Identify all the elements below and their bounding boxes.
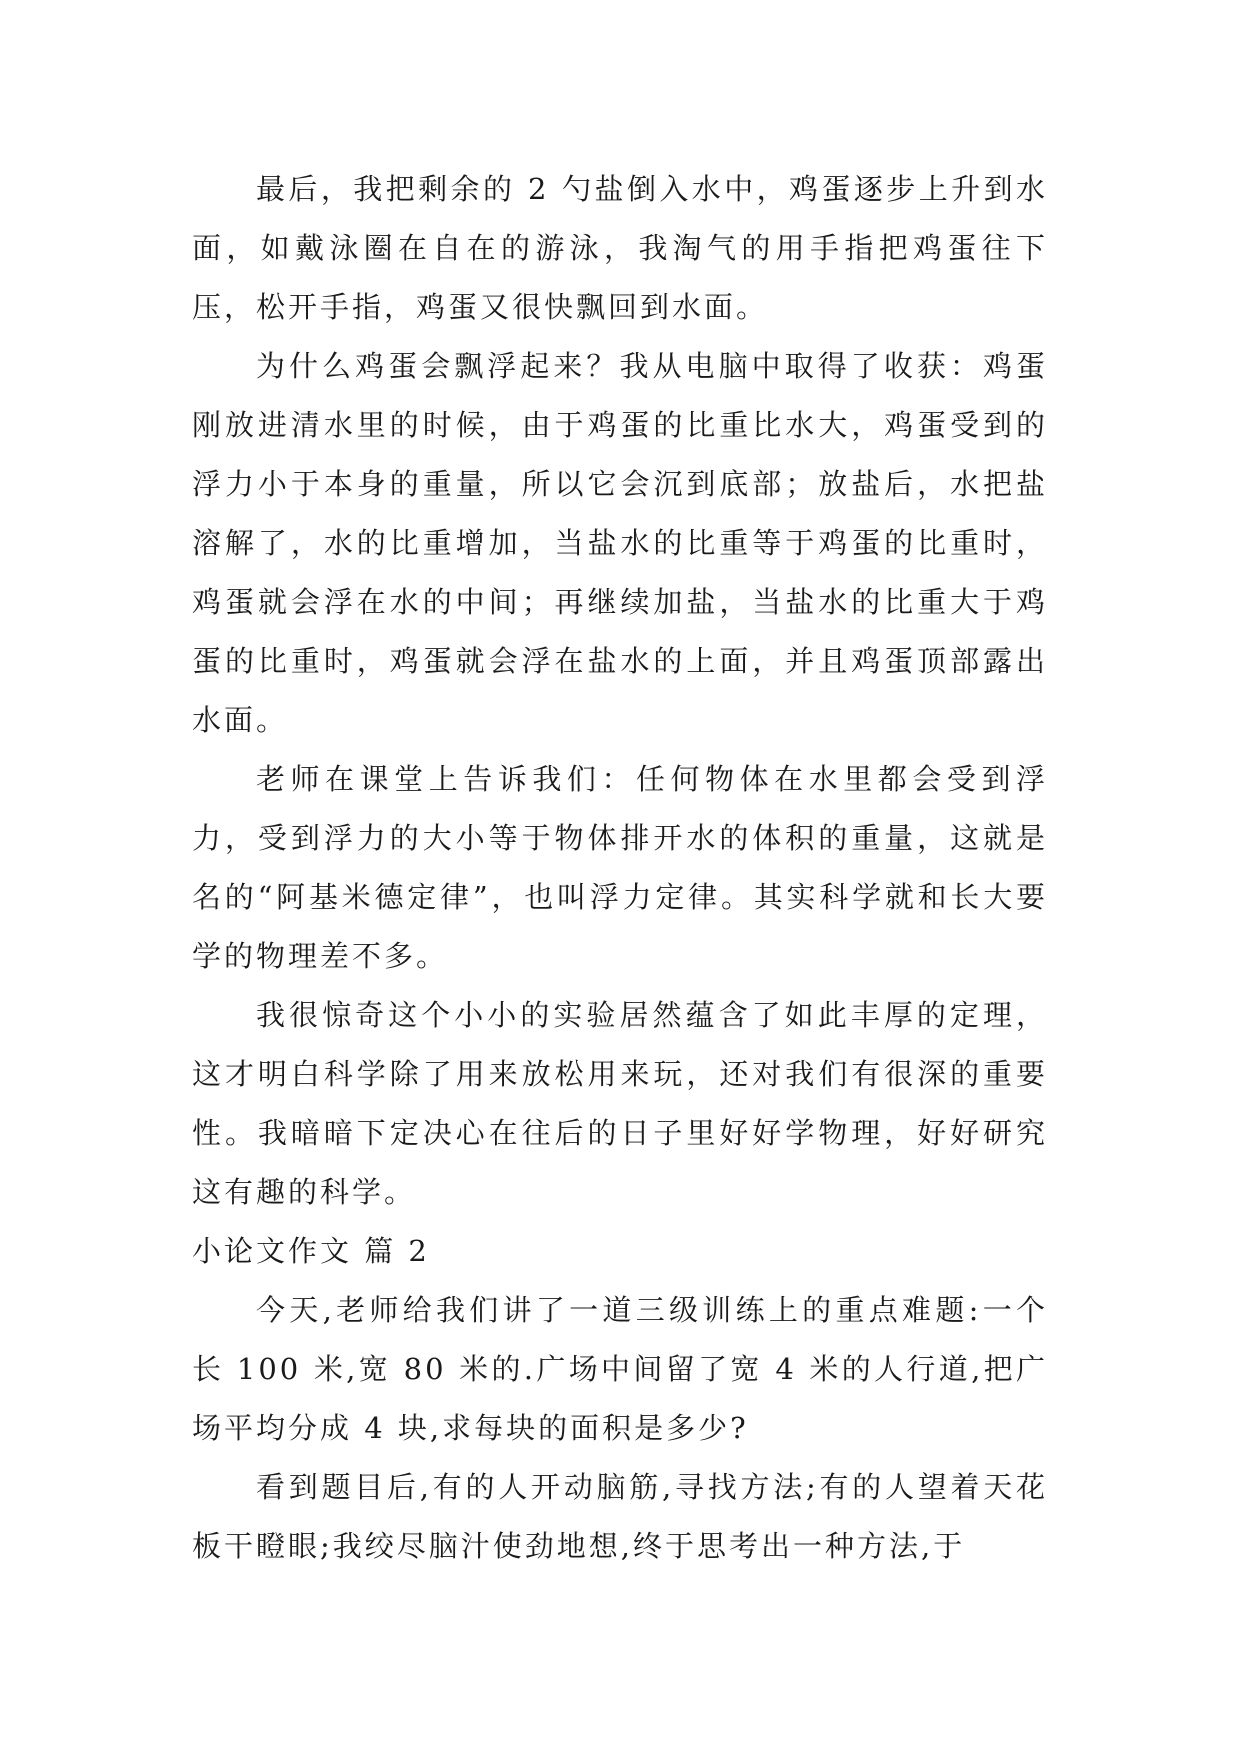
- section-heading: 小论文作文 篇 2: [192, 1234, 430, 1268]
- paragraph-4: 我很惊奇这个小小的实验居然蕴含了如此丰厚的定理，这才明白科学除了用来放松用来玩，还对我们有很深的重要性。我暗暗下定决心在往后的日子里好好学物理，好好研究这有趣的科学。: [192, 998, 1048, 1209]
- paragraph-3: 老师在课堂上告诉我们：任何物体在水里都会受到浮力，受到浮力的大小等于物体排开水的体积的重量，这就是名的“阿基米德定律”，也叫浮力定律。其实科学就和长大要学的物理差不多。: [192, 762, 1048, 973]
- paragraph-2: 为什么鸡蛋会飘浮起来？我从电脑中取得了收获：鸡蛋刚放进清水里的时候，由于鸡蛋的比重比水大，鸡蛋受到的浮力小于本身的重量，所以它会沉到底部；放盐后，水把盐溶解了，水的比重增加，当盐水的比重等于鸡蛋的比重时，鸡蛋就会浮在水的中间；再继续加盐，当盐水的比重大于鸡蛋的比重时，鸡蛋就会浮在盐水的上面，并且鸡蛋顶部露出水面。: [192, 349, 1048, 737]
- document-body: [192, 160, 1048, 1576]
- section-paragraph-1: 今天,老师给我们讲了一道三级训练上的重点难题:一个长 100 米,宽 80 米的.广场中间留了宽 4 米的人行道,把广场平均分成 4 块,求每块的面积是多少?: [192, 1293, 1048, 1445]
- paragraph-1: 最后，我把剩余的 2 勺盐倒入水中，鸡蛋逐步上升到水面，如戴泳圈在自在的游泳，我淘气的用手指把鸡蛋往下压，松开手指，鸡蛋又很快飘回到水面。: [192, 172, 1048, 324]
- section-paragraph-2: 看到题目后,有的人开动脑筋,寻找方法;有的人望着天花板干瞪眼;我绞尽脑汁使劲地想,终于思考出一种方法,于: [192, 1470, 1048, 1563]
